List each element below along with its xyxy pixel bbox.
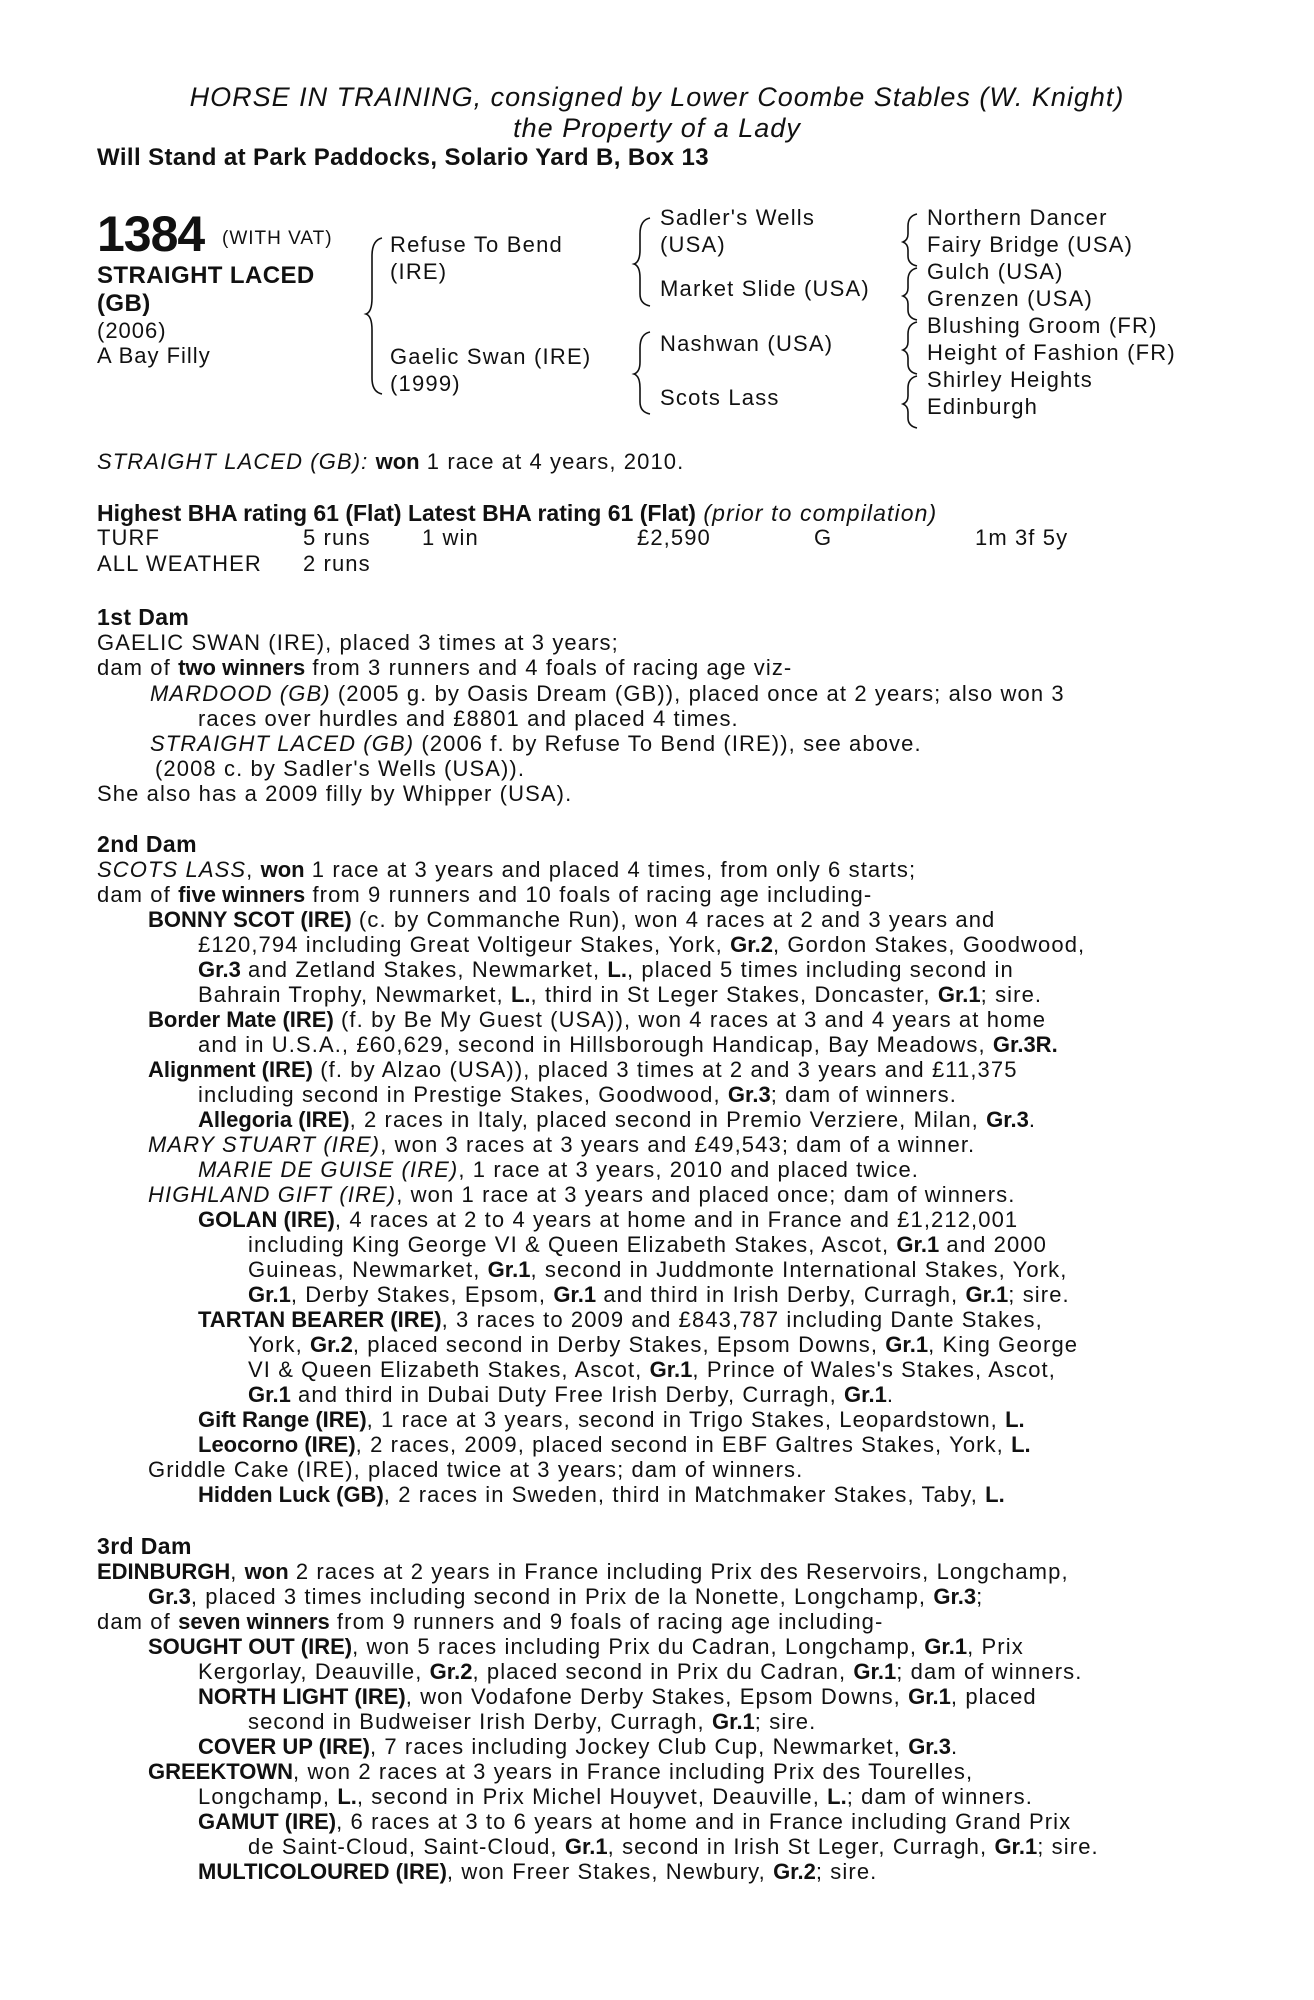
produce-entry — [198, 1734, 958, 1760]
text-run: , Gordon Stakes, Goodwood, — [772, 932, 1086, 957]
produce-entry-cont — [198, 1082, 957, 1108]
text-run: MARIE DE GUISE (IRE) — [198, 1157, 459, 1182]
text-run: VI & Queen Elizabeth Stakes, Ascot, — [248, 1357, 650, 1382]
text-run: from 3 runners and 4 foals of racing age viz- — [305, 655, 793, 680]
text-run: , placed 3 times including second in Prix de la Nonette, Longchamp, — [190, 1584, 934, 1609]
dd-sire: Shirley Heights — [927, 367, 1093, 392]
text-run: BONNY SCOT (IRE) — [148, 907, 352, 932]
aw-runs: 2 runs — [303, 551, 371, 576]
text-run: Guineas, Newmarket, — [248, 1257, 488, 1282]
produce-entry — [148, 1007, 1046, 1033]
text-run: ; sire. — [1008, 1282, 1070, 1307]
dd-dam: Edinburgh — [927, 394, 1039, 419]
ds-sire: Blushing Groom (FR) — [927, 313, 1158, 338]
bha-ratings — [97, 500, 937, 527]
text-run: Leocorno (IRE) — [198, 1432, 356, 1457]
text-run: Gr.1 — [924, 1634, 968, 1659]
dam-dam: Scots Lass — [660, 385, 780, 410]
text-run: , second in Juddmonte International Stakes, York, — [530, 1257, 1068, 1282]
first-dam-produce — [97, 655, 792, 681]
sire-name: Refuse To Bend — [390, 232, 563, 257]
text-run: GREEKTOWN — [148, 1759, 294, 1784]
pedigree-braces — [0, 0, 1314, 440]
text-run: , won 2 races at 3 years in France including Prix des Tourelles, — [293, 1759, 974, 1784]
text-run: seven winners — [178, 1609, 330, 1634]
text-run: dam of — [97, 1609, 179, 1634]
text-run: , Prince of Wales's Stakes, Ascot, — [692, 1357, 1056, 1382]
produce-entry-cont — [248, 1709, 816, 1735]
text-run: 1 race at 3 years and placed 4 times, from only 6 starts; — [304, 857, 917, 882]
second-dam-line — [97, 857, 916, 883]
turf-runs: 5 runs — [303, 525, 371, 550]
text-run: L. — [1005, 1407, 1025, 1432]
text-run: Gr.3 — [986, 1107, 1029, 1132]
text-run: Hidden Luck (GB) — [198, 1482, 384, 1507]
text-run: including second in Prestige Stakes, Goodwood, — [198, 1082, 728, 1107]
second-dam-produce — [97, 882, 872, 908]
third-dam-produce — [97, 1609, 883, 1635]
text-run: , won 5 races including Prix du Cadran, Longchamp, — [352, 1634, 925, 1659]
first-dam-note: She also has a 2009 filly by Whipper (USA). — [97, 781, 573, 806]
text-run: and in U.S.A., £60,629, second in Hillsborough Handicap, Bay Meadows, — [198, 1032, 993, 1057]
produce-entry-cont — [248, 1282, 1070, 1308]
text-run: , placed — [950, 1684, 1037, 1709]
text-run: Gr.1 — [994, 1834, 1038, 1859]
text-run: Gr.1 — [965, 1282, 1009, 1307]
text-run: , 7 races including Jockey Club Cup, Newmarket, — [369, 1734, 909, 1759]
text-run: Gr.3 — [727, 1082, 771, 1107]
produce-entry — [198, 1809, 1071, 1835]
text-run: £120,794 including Great Voltigeur Stakes, York, — [198, 932, 731, 957]
produce-entry-cont — [198, 982, 1042, 1008]
text-run: L. — [510, 982, 531, 1007]
produce-entry — [198, 1684, 1037, 1710]
ss-sire: Northern Dancer — [927, 205, 1108, 230]
text-run: ; sire. — [754, 1709, 817, 1734]
text-run: Gr.1 — [853, 1659, 897, 1684]
text-run: , 3 races to 2009 and £843,787 including Dante Stakes, — [441, 1307, 1043, 1332]
produce-entry-cont — [248, 1232, 1047, 1258]
text-run: and third in Dubai Duty Free Irish Derby, Curragh, — [290, 1382, 845, 1407]
text-run: L. — [827, 1784, 847, 1809]
third-dam-heading: 3rd Dam — [97, 1533, 192, 1559]
third-dam-line — [97, 1559, 1069, 1585]
text-run: Gr.1 — [908, 1684, 951, 1709]
text-run: and 2000 — [939, 1232, 1047, 1257]
text-run: Gr.1 — [844, 1382, 887, 1407]
first-dam-line: GAELIC SWAN (IRE), placed 3 times at 3 years; — [97, 630, 619, 655]
text-run: and third in Irish Derby, Curragh, — [596, 1282, 966, 1307]
text-run: SCOTS LASS — [97, 857, 247, 882]
horse-description: A Bay Filly — [97, 343, 211, 368]
produce-entry — [198, 1207, 1018, 1233]
text-run: L. — [337, 1784, 357, 1809]
turf-prize: £2,590 — [637, 525, 711, 550]
text-run: L. — [607, 957, 627, 982]
text-run: including King George VI & Queen Elizabeth Stakes, Ascot, — [248, 1232, 897, 1257]
text-run: NORTH LIGHT (IRE) — [198, 1684, 406, 1709]
text-run: , second in Irish St Leger, Curragh, — [607, 1834, 995, 1859]
produce-entry — [148, 1057, 1018, 1083]
property-line: the Property of a Lady — [513, 113, 801, 143]
text-run: , — [246, 857, 261, 882]
text-run: Gr.1 — [711, 1709, 755, 1734]
text-run: (c. by Commanche Run), won 4 races at 2 and 3 years and — [351, 907, 996, 932]
text-run: Kergorlay, Deauville, — [198, 1659, 430, 1684]
produce-entry-cont — [198, 1659, 1082, 1685]
text-run: TARTAN BEARER (IRE) — [198, 1307, 442, 1332]
summary-rest: 1 race at 4 years, 2010. — [419, 449, 685, 474]
vat-note: (WITH VAT) — [222, 228, 333, 249]
sd-sire: Gulch (USA) — [927, 259, 1064, 284]
consignor-line: HORSE IN TRAINING, consigned by Lower Coombe Stables (W. Knight) — [189, 82, 1125, 112]
produce-entry-cont — [198, 1784, 1033, 1810]
text-run: , placed second in Prix du Cadran, — [472, 1659, 854, 1684]
produce-entry — [148, 1634, 1024, 1660]
text-run: , won Vodafone Derby Stakes, Epsom Downs, — [405, 1684, 909, 1709]
text-run: , 1 race at 3 years, second in Trigo Stakes, Leopardstown, — [366, 1407, 1006, 1432]
stand-location: Will Stand at Park Paddocks, Solario Yard B, Box 13 — [97, 144, 709, 171]
text-run: Gr.1 — [649, 1357, 693, 1382]
text-run: won — [244, 1559, 289, 1584]
text-run: Gift Range (IRE) — [198, 1407, 367, 1432]
text-run: , 1 race at 3 years, 2010 and placed twice. — [458, 1157, 920, 1182]
sire-sire-origin: (USA) — [660, 232, 726, 257]
text-run: Bahrain Trophy, Newmarket, — [198, 982, 511, 1007]
text-run: . — [886, 1382, 895, 1407]
text-run: L. — [985, 1482, 1005, 1507]
text-run: Alignment (IRE) — [148, 1057, 313, 1082]
text-run: Gr.2 — [730, 932, 773, 957]
text-run: COVER UP (IRE) — [198, 1734, 370, 1759]
text-run: STRAIGHT LACED (GB) — [150, 731, 415, 756]
text-run: ; dam of winners. — [846, 1784, 1033, 1809]
text-run: , 4 races at 2 to 4 years at home and in France and £1,212,001 — [334, 1207, 1019, 1232]
produce-entry — [198, 1157, 919, 1183]
produce-entry-cont — [248, 1257, 1067, 1283]
text-run: , won 3 races at 3 years and £49,543; dam of a winner. — [380, 1132, 976, 1157]
text-run: SOUGHT OUT (IRE) — [148, 1634, 353, 1659]
text-run: ; sire. — [815, 1859, 878, 1884]
text-run: Gr.2 — [310, 1332, 353, 1357]
text-run: ; sire. — [1037, 1834, 1099, 1859]
ss-dam: Fairy Bridge (USA) — [927, 232, 1134, 257]
text-run: Longchamp, — [198, 1784, 338, 1809]
text-run: 2 races at 2 years in France including Prix des Reservoirs, Longchamp, — [288, 1559, 1069, 1584]
text-run: Gr.1 — [248, 1282, 291, 1307]
race-summary — [97, 449, 684, 475]
produce-entry — [148, 1132, 975, 1158]
text-run: Gr.3 — [908, 1734, 951, 1759]
text-run: second in Budweiser Irish Derby, Curragh, — [248, 1709, 712, 1734]
aw-label: ALL WEATHER — [97, 551, 262, 576]
text-run: Gr.1 — [937, 982, 981, 1007]
produce-entry — [148, 1759, 973, 1785]
second-dam-heading: 2nd Dam — [97, 831, 197, 857]
sire-origin: (IRE) — [390, 259, 448, 284]
text-run: GOLAN (IRE) — [198, 1207, 335, 1232]
text-run: L. — [1011, 1432, 1031, 1457]
text-run: MARDOOD (GB) — [150, 681, 331, 706]
text-run: Gr.2 — [429, 1659, 473, 1684]
text-run: Gr.2 — [773, 1859, 816, 1884]
text-run: two winners — [178, 655, 306, 680]
produce-entry — [198, 1407, 1025, 1433]
lot-number: 1384 — [97, 206, 205, 262]
third-dam-line-cont — [148, 1584, 983, 1610]
text-run: Gr.1 — [564, 1834, 608, 1859]
produce-entry — [198, 1107, 1036, 1133]
text-run: (2006 f. by Refuse To Bend (IRE)), see above. — [414, 731, 922, 756]
first-dam-foal: (2008 c. by Sadler's Wells (USA)). — [155, 756, 526, 781]
sire-sire: Sadler's Wells — [660, 205, 816, 230]
text-run: MULTICOLOURED (IRE) — [198, 1859, 447, 1884]
produce-entry-cont — [248, 1834, 1099, 1860]
text-run: Gr.3 — [198, 957, 241, 982]
produce-entry: Griddle Cake (IRE), placed twice at 3 years; dam of winners. — [148, 1457, 804, 1482]
produce-entry-cont — [198, 932, 1085, 958]
text-run: from 9 runners and 10 foals of racing age including- — [305, 882, 873, 907]
summary-won: won — [375, 449, 420, 474]
text-run: Gr.3 — [148, 1584, 191, 1609]
summary-name: STRAIGHT LACED (GB): — [97, 449, 369, 474]
text-run: Gr.3R. — [992, 1032, 1058, 1057]
produce-entry — [198, 1482, 1005, 1508]
text-run: Border Mate (IRE) — [148, 1007, 334, 1032]
produce-entry — [198, 1307, 1043, 1333]
text-run: , 2 races, 2009, placed second in EBF Galtres Stakes, York, — [355, 1432, 1012, 1457]
text-run: ; sire. — [980, 982, 1043, 1007]
text-run: , won 1 race at 3 years and placed once; dam of winners. — [396, 1182, 1016, 1207]
foaling-year: (2006) — [97, 318, 167, 343]
horse-name-line2: (GB) — [97, 290, 151, 317]
text-run: , — [230, 1559, 245, 1584]
produce-entry-cont — [248, 1357, 1056, 1383]
ratings-note: (prior to compilation) — [703, 500, 938, 526]
turf-distance: 1m 3f 5y — [975, 525, 1069, 550]
text-run: , won Freer Stakes, Newbury, — [446, 1859, 774, 1884]
ratings-text: Highest BHA rating 61 (Flat) Latest BHA rating 61 (Flat) — [97, 500, 696, 526]
turf-wins: 1 win — [422, 525, 479, 550]
text-run: , 2 races in Sweden, third in Matchmaker Stakes, Taby, — [383, 1482, 986, 1507]
text-run: de Saint-Cloud, Saint-Cloud, — [248, 1834, 565, 1859]
text-run: , King George — [928, 1332, 1079, 1357]
produce-entry — [148, 1182, 1016, 1208]
text-run: HIGHLAND GIFT (IRE) — [148, 1182, 397, 1207]
text-run: , Derby Stakes, Epsom, — [290, 1282, 554, 1307]
text-run: , third in St Leger Stakes, Doncaster, — [530, 982, 938, 1007]
text-run: ; — [976, 1584, 984, 1609]
text-run: , placed second in Derby Stakes, Epsom Downs, — [352, 1332, 886, 1357]
text-run: (2005 g. by Oasis Dream (GB)), placed once at 2 years; also won 3 — [330, 681, 1065, 706]
first-dam-heading: 1st Dam — [97, 604, 190, 630]
text-run: (f. by Alzao (USA)), placed 3 times at 2 and 3 years and £11,375 — [313, 1057, 1018, 1082]
produce-entry — [198, 1859, 877, 1885]
dam-year: (1999) — [390, 371, 461, 396]
text-run: GAMUT (IRE) — [198, 1809, 337, 1834]
produce-entry-cont — [198, 1032, 1058, 1058]
text-run: Gr.1 — [885, 1332, 929, 1357]
text-run: , Prix — [967, 1634, 1024, 1659]
text-run: Allegoria (IRE) — [198, 1107, 350, 1132]
text-run: . — [1028, 1107, 1037, 1132]
text-run: ; dam of winners. — [770, 1082, 957, 1107]
text-run: Gr.1 — [487, 1257, 531, 1282]
produce-entry-cont — [198, 957, 1014, 983]
sire-dam: Market Slide (USA) — [660, 276, 870, 301]
text-run: dam of — [97, 882, 179, 907]
turf-label: TURF — [97, 525, 161, 550]
text-run: Gr.3 — [933, 1584, 977, 1609]
text-run: Gr.1 — [896, 1232, 940, 1257]
text-run: , 6 races at 3 to 6 years at home and in France including Grand Prix — [336, 1809, 1072, 1834]
text-run: (f. by Be My Guest (USA)), won 4 races at 3 and 4 years at home — [333, 1007, 1047, 1032]
text-run: Gr.1 — [248, 1382, 291, 1407]
text-run: from 9 runners and 9 foals of racing age including- — [329, 1609, 884, 1634]
produce-entry — [148, 907, 995, 933]
first-dam-foal-cont: races over hurdles and £8801 and placed 4 times. — [198, 706, 739, 731]
text-run: ; dam of winners. — [896, 1659, 1083, 1684]
text-run: , placed 5 times including second in — [626, 957, 1014, 982]
text-run: and Zetland Stakes, Newmarket, — [240, 957, 608, 982]
produce-entry-cont — [248, 1382, 894, 1408]
text-run: won — [260, 857, 305, 882]
sd-dam: Grenzen (USA) — [927, 286, 1093, 311]
dam-name: Gaelic Swan (IRE) — [390, 344, 592, 369]
text-run: EDINBURGH — [97, 1559, 231, 1584]
dam-sire: Nashwan (USA) — [660, 331, 834, 356]
first-dam-foal — [150, 681, 1065, 707]
text-run: MARY STUART (IRE) — [148, 1132, 381, 1157]
first-dam-foal — [150, 731, 922, 757]
text-run: , second in Prix Michel Houyvet, Deauville, — [356, 1784, 828, 1809]
text-run: , 2 races in Italy, placed second in Premio Verziere, Milan, — [349, 1107, 987, 1132]
text-run: York, — [248, 1332, 311, 1357]
text-run: Gr.1 — [553, 1282, 597, 1307]
produce-entry-cont — [248, 1332, 1078, 1358]
text-run: five winners — [178, 882, 306, 907]
text-run: . — [951, 1734, 959, 1759]
turf-going: G — [814, 525, 833, 550]
text-run: dam of — [97, 655, 179, 680]
horse-name-line1: STRAIGHT LACED — [97, 262, 315, 289]
produce-entry — [198, 1432, 1031, 1458]
ds-dam: Height of Fashion (FR) — [927, 340, 1176, 365]
